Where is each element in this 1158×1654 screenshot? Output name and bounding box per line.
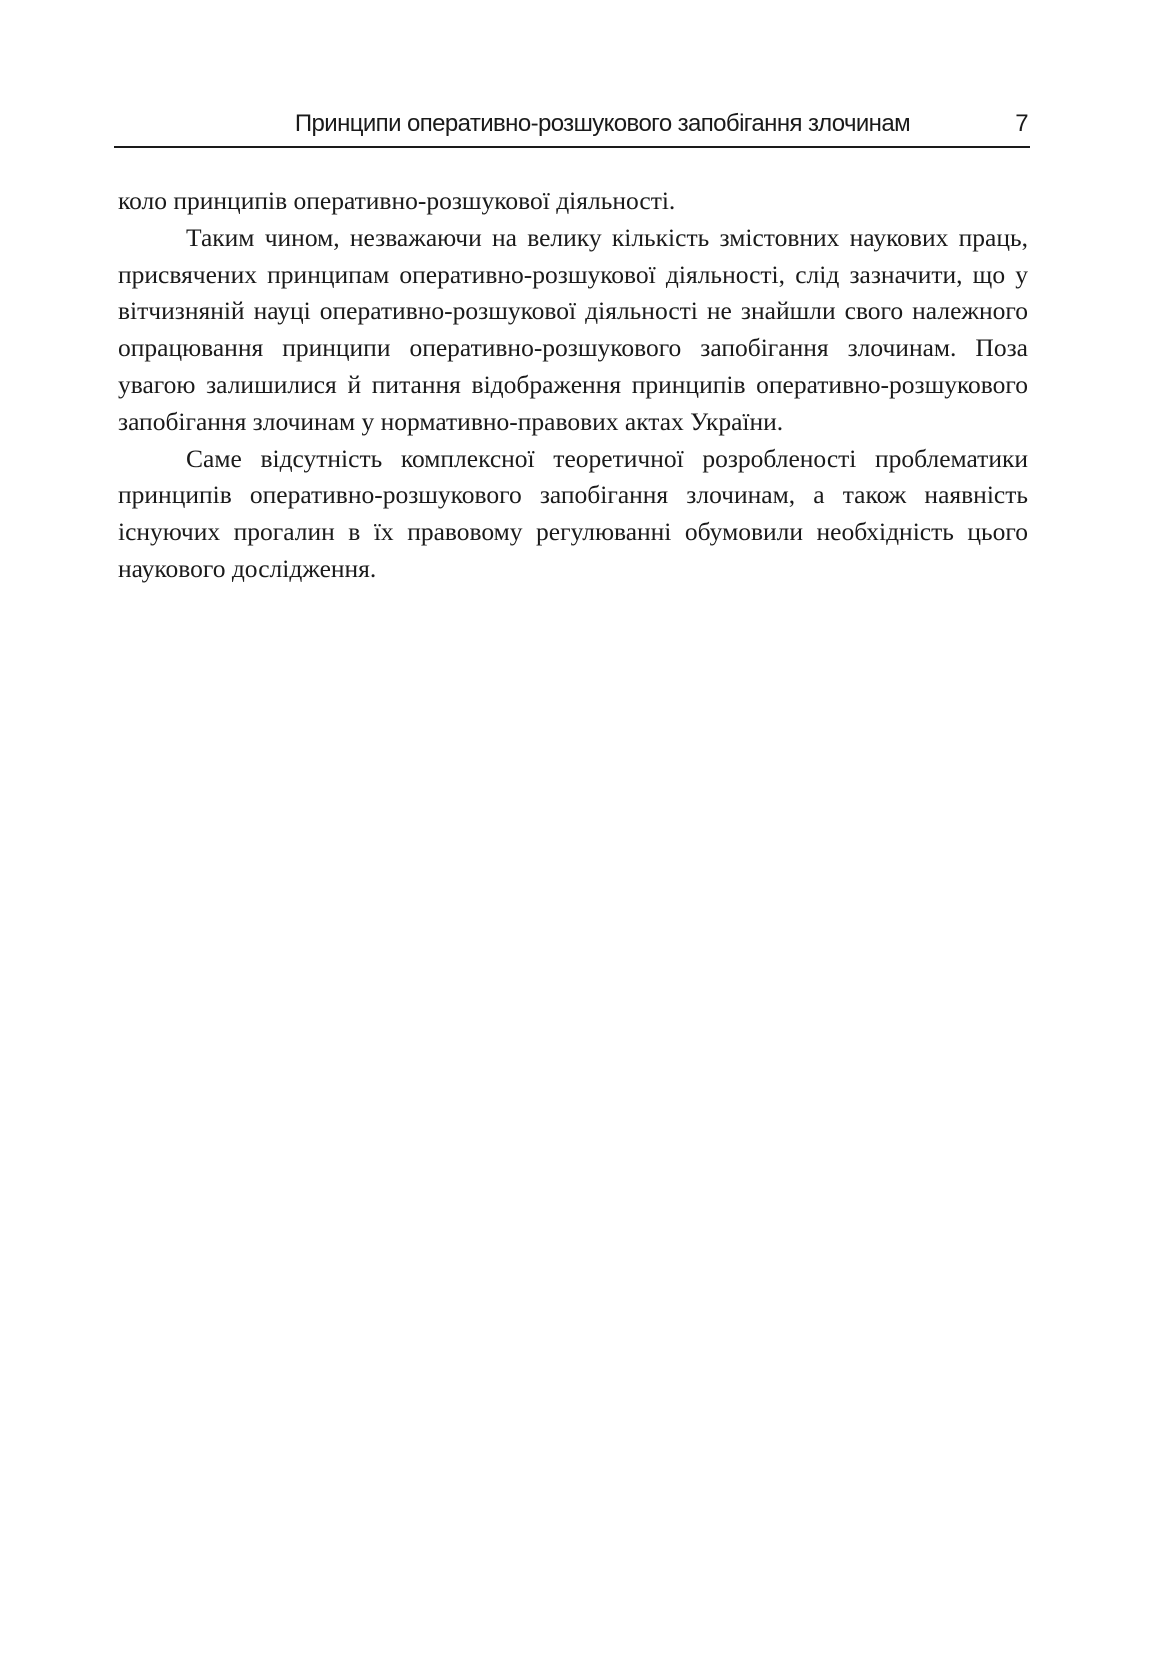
paragraph-continuation: коло принципів оперативно-розшукової діяльності. [118, 186, 676, 215]
running-header [114, 106, 1030, 148]
header-title: Принципи оперативно-розшукового запобігання злочинам [294, 110, 910, 137]
page-number: 7 [1015, 110, 1028, 137]
body-text [118, 183, 1028, 588]
paragraph: Саме відсутність комплексної теоретичної розробленості проблематики принципів оперативно-розшукового запобігання злочинам, а також наявність існуючих прогалин в їх правовому регулюванні обумовили необхідність цього наукового дослідження. [118, 443, 1028, 583]
paragraph: Таким чином, незважаючи на велику кількість змістовних наукових праць, присвячених принципам оперативно-розшукової діяльності, слід зазначити, що у вітчизняній науці оперативно-розшукової діяльності не знайшли свого належного опрацювання принципи оперативно-розшукового запобігання злочинам. Поза увагою залишилися й питання відображення принципів оперативно-розшукового запобігання злочинам у нормативно-правових актах України. [118, 222, 1028, 436]
